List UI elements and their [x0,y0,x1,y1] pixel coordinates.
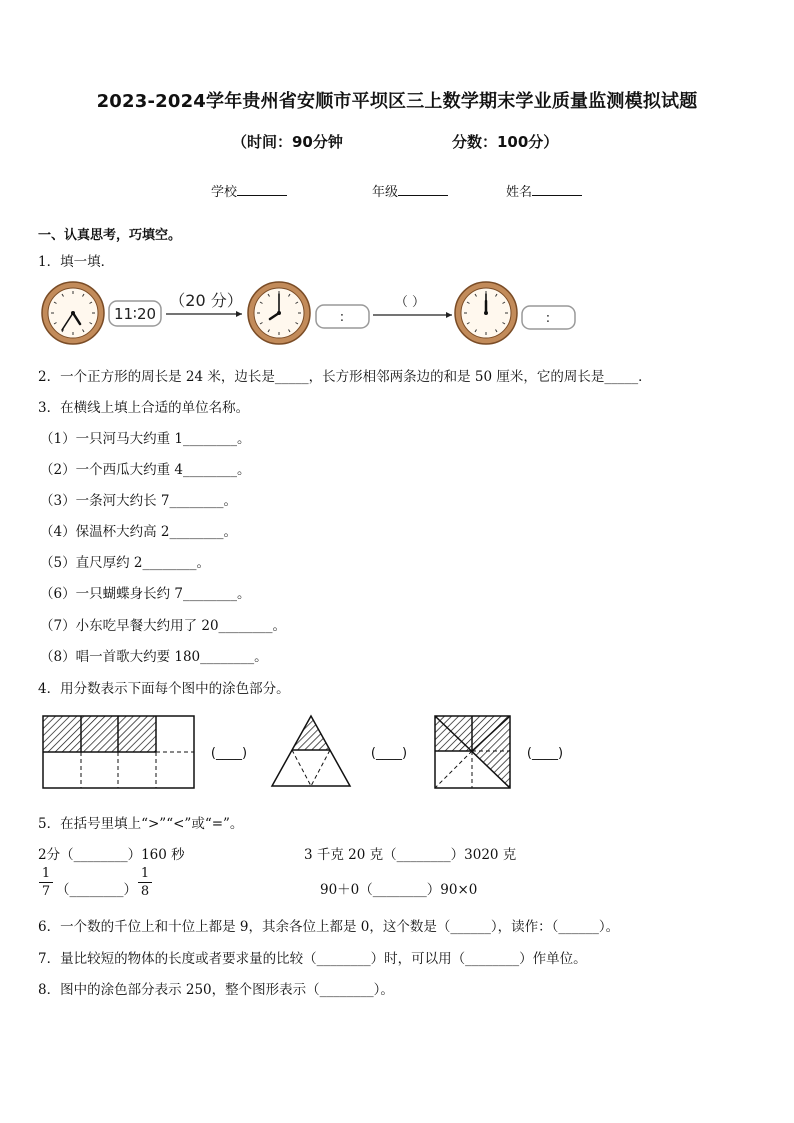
arrow-2 [373,295,452,318]
grade-field[interactable] [372,181,448,200]
q3-item: （8）唱一首歌大约要 180________。 [40,649,268,665]
time-box-1-colon: : [339,310,345,325]
question-3: 3．在横线上填上合适的单位名称。 [38,400,250,416]
figure-square [435,716,510,788]
name-field[interactable] [506,181,582,200]
q4-answer-1: (____) [210,746,248,761]
time-answer-box-2[interactable] [522,306,575,329]
q4-answer-3: (____) [526,746,564,761]
school-label: 学校 [211,185,238,200]
grade-label: 年级 [372,185,399,200]
q5-compare-2: 3 千克 20 克（________）3020 克 [304,847,517,863]
page-title: 2023-2024学年贵州省安顺市平坝区三上数学期末学业质量监测模拟试题 [96,91,698,112]
question-7: 7．量比较短的物体的长度或者要求量的比较（________）时，可以用（________）作单位。 [38,951,587,967]
q3-item: （2）一个西瓜大约重 4________。 [40,462,251,478]
fraction-left-num: 1 [41,866,51,881]
q3-item: （7）小东吃早餐大约用了 20________。 [40,618,287,634]
clock-diagram [38,280,583,350]
clock-icon-3 [455,282,517,344]
arrow-2-label: （ ） [394,295,426,310]
question-8: 8．图中的涂色部分表示 250，整个图形表示（________）。 [38,982,394,998]
q4-answer-2: (____) [370,746,408,761]
exam-time: （时间：90分钟 [232,133,343,151]
fraction-one-eighth [138,866,152,899]
arrow-1-label: （20 分） [169,291,243,310]
fraction-right-num: 1 [140,866,150,881]
section-title: 一、认真思考，巧填空。 [38,228,182,243]
q5-compare-4: 90＋0（________）90×0 [320,882,478,898]
q3-item: （3）一条河大约长 7________。 [40,493,237,509]
question-5: 5．在括号里填上“>”“<”或“=”。 [38,816,244,832]
fraction-right-den: 8 [140,884,150,899]
clock-icon-2 [248,282,310,344]
figure-triangle [272,716,350,786]
figure-rectangle [43,716,194,788]
arrow-1 [166,291,243,317]
fraction-left-den: 7 [41,884,51,899]
digital-time-text: 11∶20 [113,305,157,323]
name-label: 姓名 [506,185,533,200]
time-box-2-colon: : [545,311,551,326]
question-2: 2．一个正方形的周长是 24 米，边长是_____，长方形相邻两条边的和是 50 厘米，它的周长是_____． [38,369,652,385]
q3-item: （6）一只蝴蝶身长约 7________。 [40,586,251,602]
digital-time-box [109,301,161,326]
q3-item: （4）保温杯大约高 2________。 [40,524,237,540]
clock-icon-1 [42,282,104,344]
q5-fraction-blank: （________） [56,882,137,898]
fraction-figures [40,710,580,792]
q5-compare-1: 2分（________）160 秒 [38,847,185,863]
q3-item: （5）直尺厚约 2________。 [40,555,210,571]
time-answer-box-1[interactable] [316,305,369,328]
school-field[interactable] [211,181,287,200]
question-4: 4．用分数表示下面每个图中的涂色部分。 [38,681,290,697]
question-1: 1．填一填． [38,254,115,270]
q3-item: （1）一只河马大约重 1________。 [40,431,251,447]
exam-score: 分数：100分） [452,133,559,151]
fraction-one-seventh [39,866,53,899]
question-6: 6．一个数的千位上和十位上都是 9，其余各位上都是 0，这个数是（______），读作：（______）。 [38,919,620,935]
